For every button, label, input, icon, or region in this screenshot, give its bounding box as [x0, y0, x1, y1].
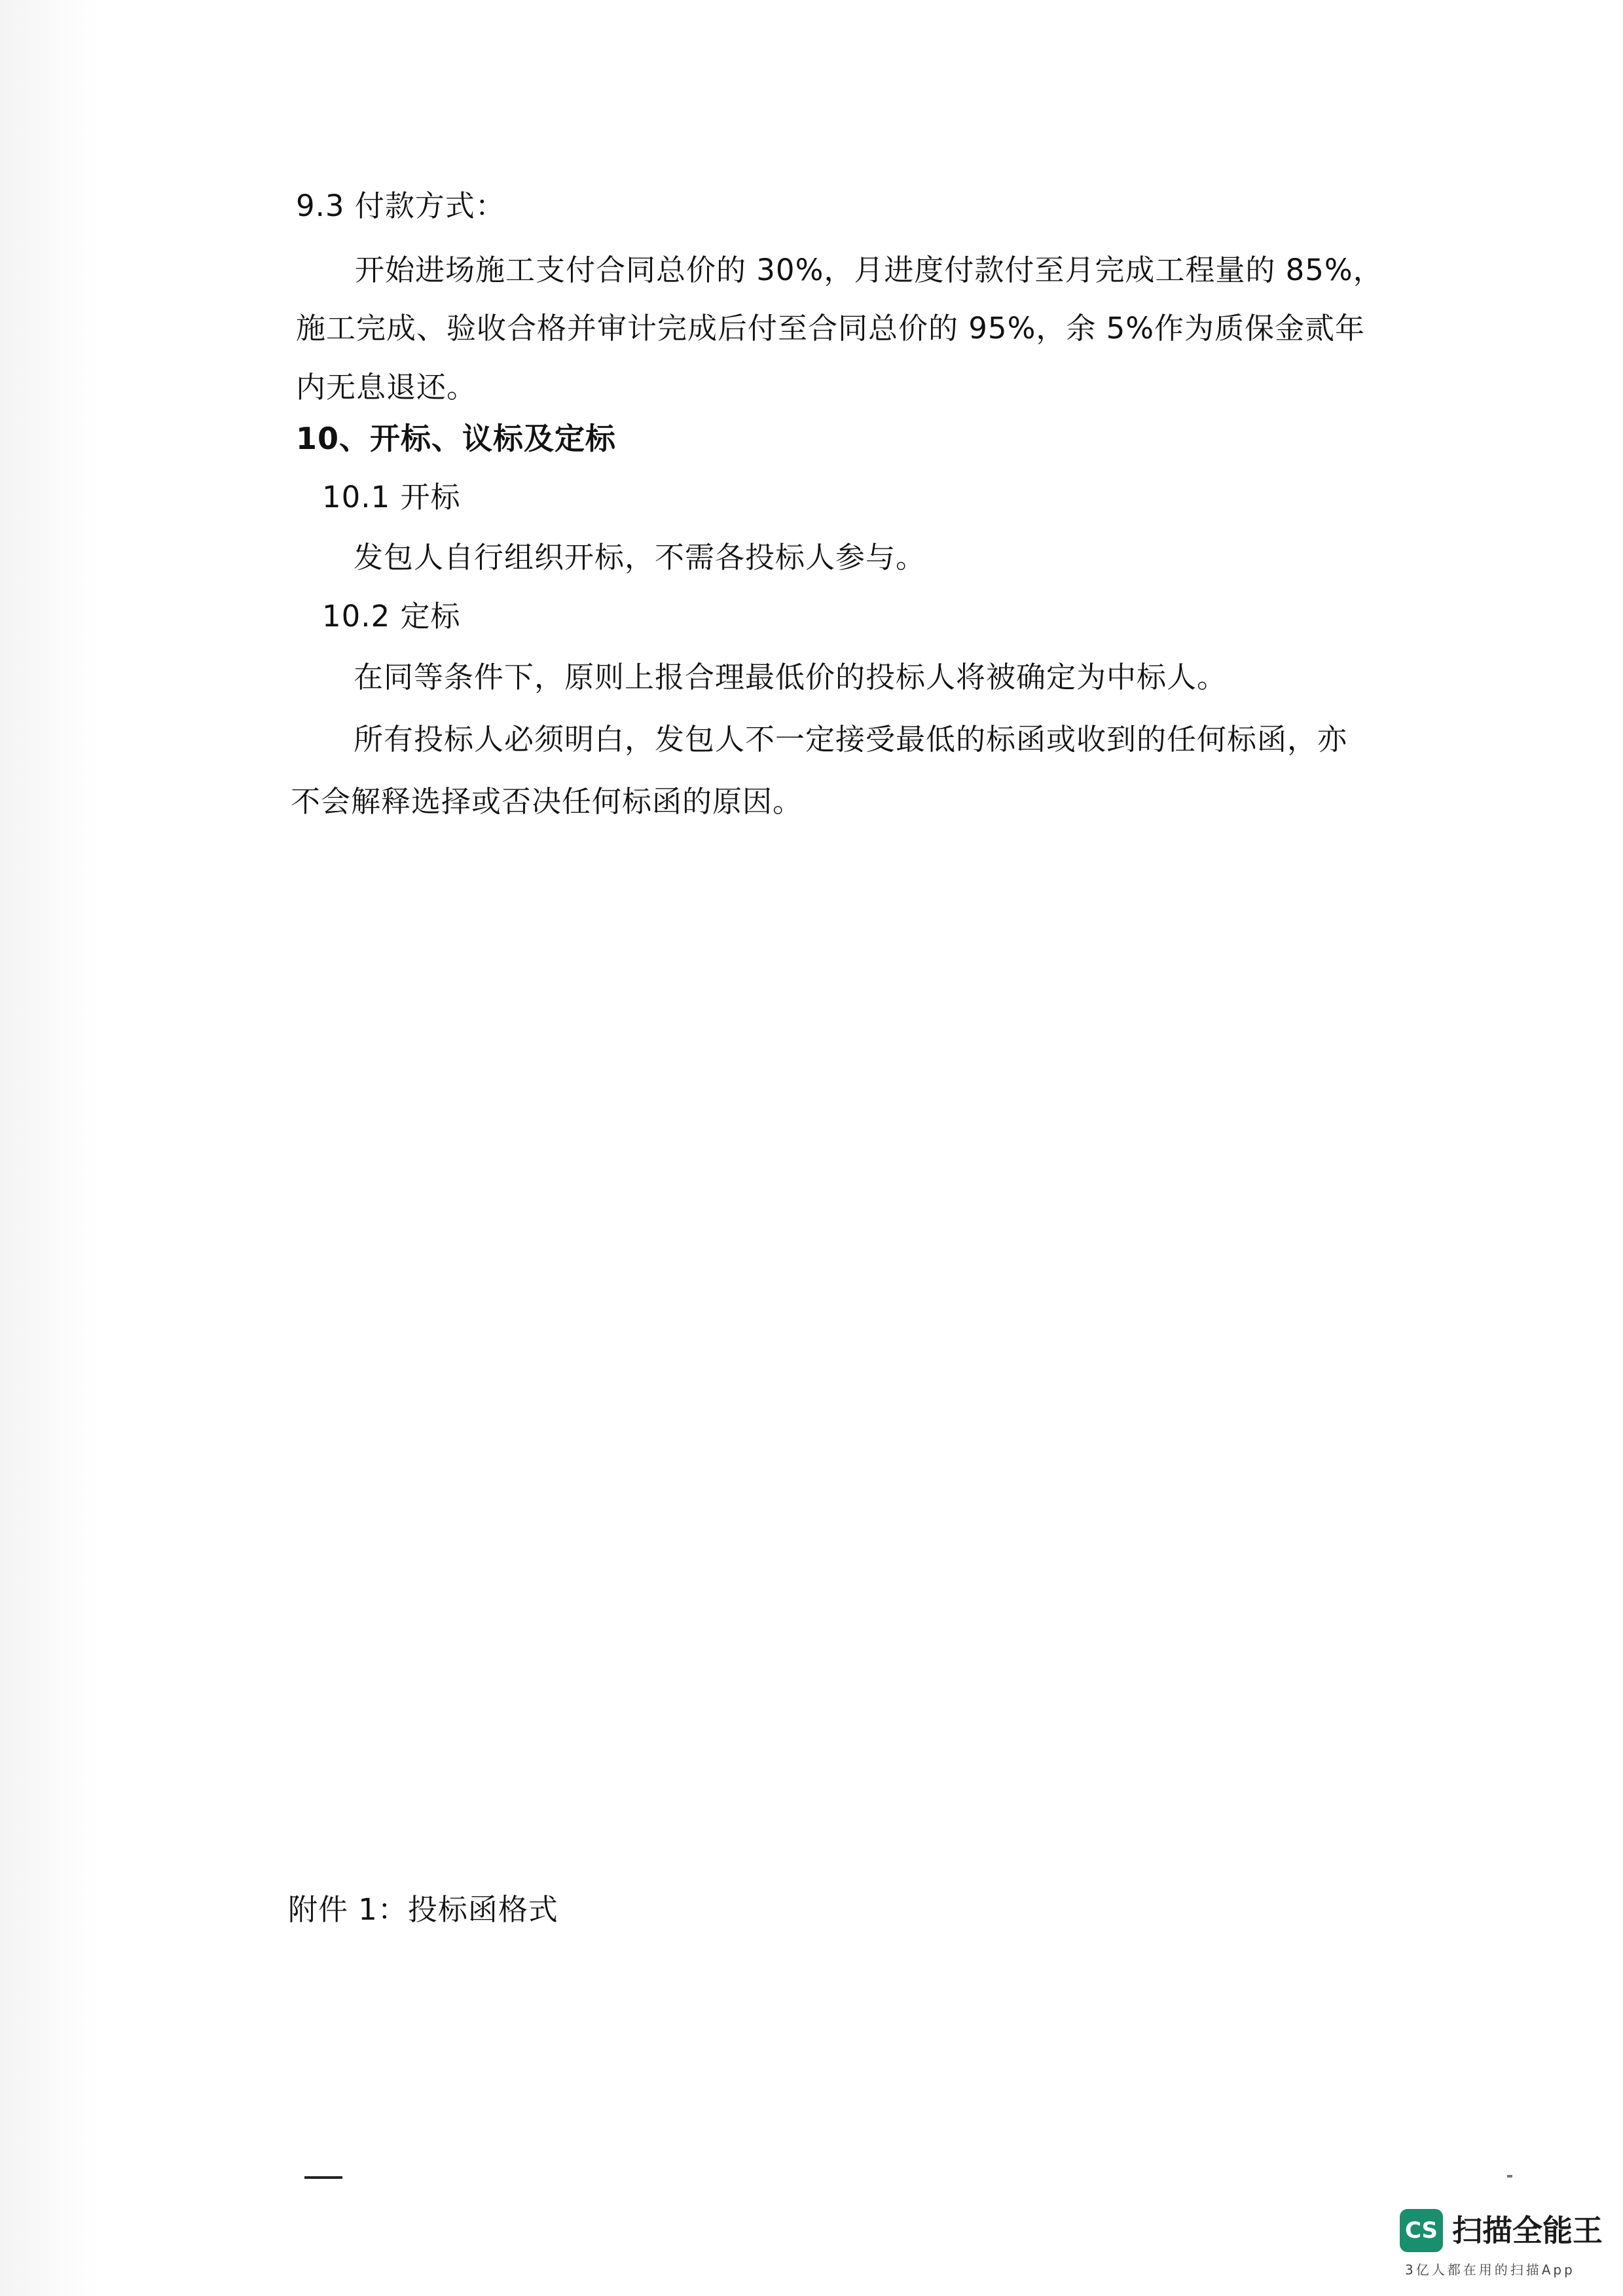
scanner-watermark	[1400, 2209, 1603, 2287]
watermark-subtitle: 3亿人都在用的扫描App	[1405, 2262, 1575, 2278]
attachment-1-title: 附件 1：投标函格式	[288, 1892, 558, 1927]
scan-mark-dash	[304, 2176, 342, 2179]
payment-line-3: 内无息退还。	[296, 370, 477, 404]
section-10-2-para2-line1: 所有投标人必须明白，发包人不一定接受最低的标函或收到的任何标函，亦	[354, 722, 1348, 757]
payment-line-1: 开始进场施工支付合同总价的 30%，月进度付款付至月完成工程量的 85%，	[355, 253, 1383, 287]
scan-shadow-edge	[0, 0, 98, 2296]
watermark-brand: 扫描全能王	[1452, 2213, 1603, 2248]
scan-mark-dot	[1507, 2175, 1512, 2178]
section-10-2-para1: 在同等条件下，原则上报合理最低价的投标人将被确定为中标人。	[354, 660, 1228, 694]
section-10-1-title: 10.1 开标	[322, 480, 461, 514]
section-9-3-title: 9.3 付款方式：	[296, 188, 505, 223]
camscanner-logo-text: CS	[1404, 2217, 1438, 2244]
section-10-heading: 10、开标、议标及定标	[296, 421, 617, 456]
section-10-1-text: 发包人自行组织开标，不需各投标人参与。	[354, 540, 926, 575]
payment-line-2: 施工完成、验收合格并审计完成后付至合同总价的 95%，余 5%作为质保金贰年	[296, 311, 1366, 346]
section-10-2-title: 10.2 定标	[322, 599, 461, 634]
section-10-2-para2-line2: 不会解释选择或否决任何标函的原因。	[291, 784, 803, 819]
